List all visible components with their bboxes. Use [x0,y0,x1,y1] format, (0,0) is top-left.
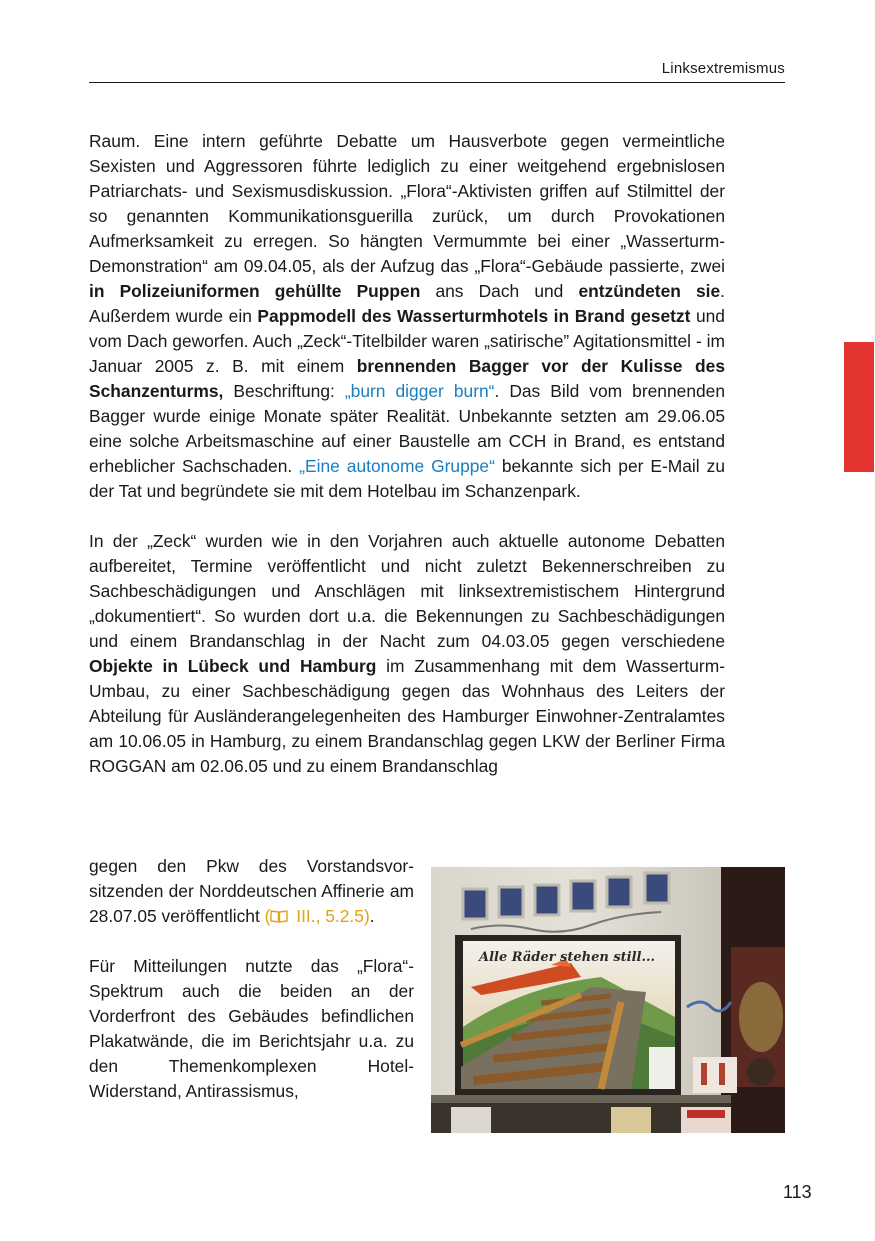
emphasized-text: Pappmodell des Wasserturmhotels in Brand gesetzt [257,306,691,326]
paragraph [89,854,414,929]
cross-reference-link[interactable]: III., 5.2.5) [291,906,370,926]
text-run: Beschriftung: [223,381,345,401]
text-run: In der „Zeck“ wurden wie in den Vorjahren auch aktuelle autonome Debatten aufbereitet, Termine veröffentlicht und nicht zuletzt Bekennerschreiben zu Sachbeschädigungen und Anschlägen mit linksextremistischem Hintergrund „dokumentiert“. So wurden dort u.a. die Bekennungen zu Sachbeschädigungen und einem Brandanschlag in der Nacht zum 04.03.05 gegen verschiedene [89,531,725,651]
text-run: und vom Dach geworfen. Auch „Zeck“-Titelbilder waren „satirische” Agitationsmittel - im Januar 2005 z. B. mit einem [89,306,725,376]
book-icon [270,906,291,926]
text-run: ans Dach und [420,281,579,301]
text-run: Raum. Eine intern geführte Debatte um Hausverbote gegen vermeintliche Sexisten und Aggressoren führte lediglich zu einer weitgehend ergebnislosen Patriarchats- und Sexismusdiskussion. „Flora“-Aktivisten griffen auf Stilmittel der so genannten Kommunikationsguerilla zurück, um durch Provokationen Aufmerksamkeit zu erregen. So hängten Vermummte bei einer „Wasserturm-Demonstration“ am 09.04.05, als der Aufzug das „Flora“-Gebäude passierte, zwei [89,131,725,276]
emphasized-text: entzündeten sie [578,281,721,301]
cross-reference-link[interactable]: ( [264,906,271,926]
text-run: . Außerdem wurde ein [89,281,726,326]
emphasized-text: Objekte in Lübeck und Hamburg [89,656,377,676]
paragraph [89,529,725,779]
text-run: . [369,906,375,926]
wrapped-text-beside-photo [89,854,414,1104]
emphasized-text: in Polizeiuniformen gehüllte Puppen [89,281,421,301]
text-run: Für Mitteilungen nutzte das „Flora“-Spektrum auch die beiden an der Vorderfront des Gebäudes befindlichen Plakatwände, die im Berichtsjahr u.a. zu den Themenkomplexen Hotel-Widerstand, Antirassismus, [89,956,414,1101]
paragraph [89,129,725,504]
running-header [89,58,785,83]
quoted-term: „burn digger burn“ [344,381,495,401]
billboard-photo [431,867,785,1133]
text-run: bekannte sich per E-Mail zu der Tat und begründete sie mit dem Hotelbau im Schanzenpark. [89,456,725,501]
billboard-photo-illustration [431,867,785,1133]
page-number: 113 [783,1182,812,1202]
emphasized-text: brennenden Bagger vor der Kulisse des Schanzenturms, [89,356,725,401]
paragraph [89,954,414,1104]
text-run: im Zusammenhang mit dem Wasserturm-Umbau, zu einer Sachbeschädigung gegen das Wohnhaus des Leiters der Abteilung für Ausländerangelegenheiten des Hamburger Einwohner-Zentralamtes am 10.06.05 in Hamburg, zu einem Brandanschlag gegen LKW der Berliner Firma ROGGAN am 02.06.05 und zu einem Brandanschlag [89,656,725,776]
chapter-thumb-tab [844,342,874,472]
main-text [89,129,725,779]
text-run: gegen den Pkw des Vorstandsvorsitzenden der Norddeutschen Affinerie am 28.07.05 veröffentlicht [89,856,414,926]
svg-text:Alle Räder stehen still...: Alle Räder stehen still... [479,950,656,965]
text-run: . Das Bild vom brennenden Bagger wurde einige Monate später Realität. Unbekannte setzten am 29.06.05 eine solche Arbeitsmaschine auf einer Baustelle am CCH in Brand, es entstand erheblicher Sachschaden. [89,381,726,476]
quoted-term: „Eine autonome Gruppe“ [299,456,495,476]
section-title: Linksextremismus [661,60,785,77]
